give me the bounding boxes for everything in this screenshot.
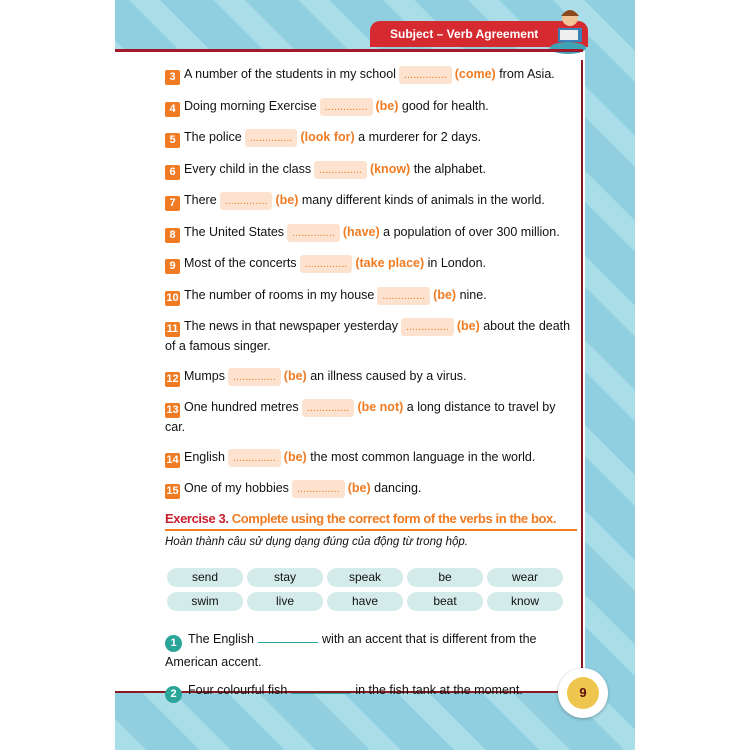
question-text: Four colourful fish — [188, 682, 288, 697]
word-chip: know — [487, 592, 563, 611]
item-text: English — [184, 449, 225, 464]
item-number: 6 — [165, 165, 180, 180]
page-number: 9 — [567, 677, 599, 709]
item-number: 14 — [166, 453, 179, 466]
word-chip: swim — [167, 592, 243, 611]
exercise-item — [165, 367, 577, 387]
answer-blank[interactable]: .............. — [302, 399, 355, 417]
item-text: a murderer for 2 days. — [358, 130, 482, 144]
answer-blank[interactable]: .............. — [228, 449, 281, 467]
item-text: Mumps — [184, 368, 225, 383]
verb-hint: (come) — [454, 67, 496, 81]
top-rule — [115, 49, 583, 52]
item-text: There — [184, 193, 217, 207]
answer-blank[interactable]: .............. — [245, 129, 298, 147]
answer-blank[interactable]: .............. — [220, 192, 273, 210]
item-text: in London. — [427, 256, 487, 270]
exercise-3-subtitle: Hoàn thành câu sử dụng dạng đúng của động từ trong hộp. — [165, 535, 468, 548]
topic-tab: Subject – Verb Agreement — [370, 21, 588, 47]
page-number-badge — [558, 668, 608, 718]
verb-hint: (be) — [375, 98, 399, 113]
item-text: a population of over 300 million. — [383, 224, 560, 239]
word-chip: beat — [407, 592, 483, 611]
content-column — [165, 65, 577, 703]
question-number: 2 — [165, 686, 182, 703]
item-text: from Asia. — [499, 67, 555, 81]
answer-blank[interactable] — [291, 693, 351, 694]
verb-hint: (have) — [342, 224, 380, 239]
answer-blank[interactable]: .............. — [320, 98, 373, 116]
exercise-item — [165, 286, 577, 306]
item-text: good for health. — [401, 98, 489, 113]
item-number: 10 — [166, 291, 179, 304]
word-chip: wear — [487, 568, 563, 587]
item-text: the most common language in the world. — [310, 449, 536, 464]
verb-hint: (be) — [283, 368, 307, 383]
question-number: 1 — [165, 635, 182, 652]
verb-hint: (look for) — [300, 130, 355, 144]
verb-hint: (be not) — [357, 400, 404, 414]
word-chip: speak — [327, 568, 403, 587]
word-chip: have — [327, 592, 403, 611]
item-number: 9 — [165, 259, 180, 274]
verb-hint: (be) — [283, 449, 307, 464]
item-text: The number of rooms in my house — [184, 287, 375, 302]
item-number: 7 — [165, 196, 180, 211]
exercise-item — [165, 65, 577, 85]
answer-blank[interactable]: .............. — [314, 161, 367, 179]
item-text: an illness caused by a virus. — [310, 368, 467, 383]
word-box — [167, 568, 577, 611]
item-text: The United States — [184, 224, 285, 239]
question-2 — [165, 680, 577, 703]
exercise-3-title — [165, 511, 577, 531]
item-text: a long distance to travel by car. — [165, 400, 556, 434]
word-chip: be — [407, 568, 483, 587]
item-text: the alphabet. — [413, 161, 486, 176]
exercise-item — [165, 398, 577, 436]
item-number: 12 — [166, 372, 179, 385]
exercise-item — [165, 317, 577, 355]
exercise-item — [165, 254, 577, 274]
item-text: The news in that newspaper yesterday — [184, 319, 399, 333]
item-text: The police — [184, 130, 242, 144]
item-number: 8 — [165, 228, 180, 243]
word-chip: send — [167, 568, 243, 587]
item-number: 4 — [165, 102, 180, 117]
question-text: The English — [188, 631, 255, 646]
item-text: Most of the concerts — [184, 256, 297, 270]
answer-blank[interactable]: .............. — [287, 224, 340, 242]
exercise-item — [165, 160, 577, 180]
answer-blank[interactable]: .............. — [399, 66, 452, 84]
item-text: Doing morning Exercise — [184, 98, 317, 113]
answer-blank[interactable]: .............. — [292, 480, 345, 498]
item-text: Every child in the class — [184, 161, 312, 176]
exercise-item — [165, 128, 577, 148]
right-rule — [581, 60, 583, 680]
word-chip: live — [247, 592, 323, 611]
answer-blank[interactable]: .............. — [300, 255, 353, 273]
word-chip: stay — [247, 568, 323, 587]
exercise-instruction: Complete using the correct form of the verbs in the box. — [231, 510, 557, 526]
verb-hint: (be) — [275, 193, 299, 207]
item-text: One of my hobbies — [184, 481, 289, 495]
answer-blank[interactable]: .............. — [377, 287, 430, 305]
item-number: 15 — [166, 485, 179, 497]
question-text: in the fish tank at the moment. — [355, 682, 523, 697]
exercise-item — [165, 191, 577, 211]
question-1 — [165, 629, 577, 672]
item-text: A number of the students in my school — [184, 67, 396, 81]
item-text: about the death of a famous singer. — [165, 319, 571, 353]
item-text: dancing. — [374, 481, 422, 495]
answer-blank[interactable]: .............. — [401, 318, 454, 336]
item-number: 3 — [165, 70, 180, 85]
item-text: nine. — [459, 287, 487, 302]
item-number: 13 — [166, 404, 179, 416]
exercise-item — [165, 479, 577, 499]
verb-hint: (know) — [369, 161, 411, 176]
exercise-item — [165, 97, 577, 117]
verb-hint: (take place) — [355, 256, 425, 270]
item-text: One hundred metres — [184, 400, 299, 414]
exercise-item — [165, 448, 577, 468]
item-number: 5 — [165, 133, 180, 148]
exercise-2-list — [165, 65, 577, 499]
exercise-item — [165, 223, 577, 243]
item-number: 11 — [166, 323, 179, 335]
question-text: with an accent that is different from the American accent. — [165, 631, 537, 669]
verb-hint: (be) — [456, 319, 480, 333]
item-text: many different kinds of animals in the world. — [301, 193, 545, 207]
verb-hint: (be) — [433, 287, 457, 302]
answer-blank[interactable]: .............. — [228, 368, 281, 386]
exercise-label: Exercise 3. — [165, 510, 229, 526]
verb-hint: (be) — [347, 481, 371, 495]
answer-blank[interactable] — [258, 642, 318, 643]
